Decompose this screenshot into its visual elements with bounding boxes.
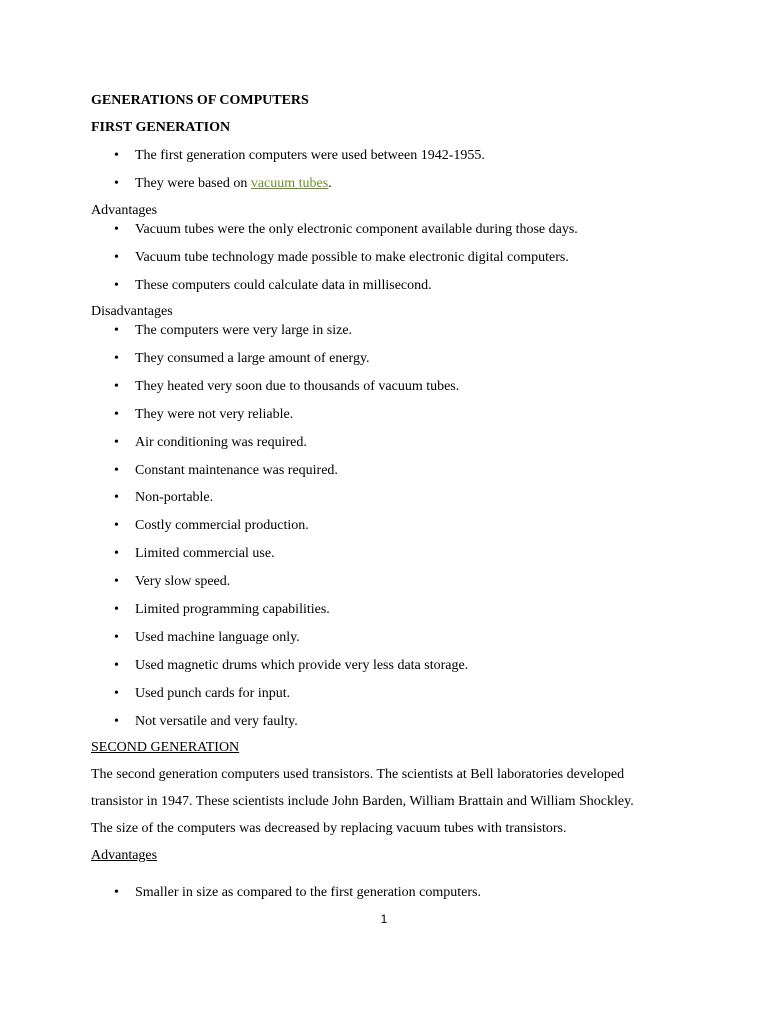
list-item-text: Vacuum tubes were the only electronic component available during those days. bbox=[135, 222, 578, 237]
list-item-text: Used magnetic drums which provide very less data storage. bbox=[135, 657, 469, 673]
bullet: • bbox=[114, 490, 119, 506]
vacuum-tubes-link[interactable]: vacuum tubes bbox=[250, 176, 329, 191]
list-item-text: Costly commercial production. bbox=[135, 518, 309, 534]
bullet: • bbox=[114, 685, 119, 701]
list-item-text: Non-portable. bbox=[135, 490, 214, 506]
list-item-text: The computers were very large in size. bbox=[135, 323, 353, 338]
bullet: • bbox=[114, 148, 119, 163]
bullet: • bbox=[114, 176, 119, 191]
list-item-text: Limited programming capabilities. bbox=[135, 602, 330, 617]
first-generation-heading: FIRST GENERATION bbox=[91, 120, 231, 135]
list-item-text: Vacuum tube technology made possible to make electronic digital computers. bbox=[135, 250, 569, 265]
list-item-text: They consumed a large amount of energy. bbox=[135, 350, 370, 366]
list-item-text: Limited commercial use. bbox=[135, 546, 275, 562]
bullet: • bbox=[114, 323, 119, 338]
list-item-text: Very slow speed. bbox=[135, 574, 231, 590]
second-generation-heading: SECOND GENERATION bbox=[91, 740, 240, 755]
second-advantages-label: Advantages bbox=[91, 848, 158, 863]
second-paragraph-line: The second generation computers used transistors. The scientists at Bell laboratories developed bbox=[91, 767, 625, 782]
list-item-text: These computers could calculate data in millisecond. bbox=[135, 278, 432, 293]
bullet: • bbox=[114, 574, 119, 590]
bullet: • bbox=[114, 602, 119, 617]
bullet: • bbox=[114, 546, 119, 562]
bullet: • bbox=[114, 629, 119, 645]
list-item-text: They were not very reliable. bbox=[135, 406, 294, 422]
list-item-text: Air conditioning was required. bbox=[135, 434, 307, 450]
bullet: • bbox=[114, 462, 119, 478]
bullet: • bbox=[114, 250, 119, 265]
text-prefix: They were based on bbox=[135, 176, 251, 191]
list-item-text: They heated very soon due to thousands of vacuum tubes. bbox=[135, 378, 460, 394]
bullet: • bbox=[114, 406, 119, 422]
bullet: • bbox=[114, 434, 119, 450]
advantages-label: Advantages bbox=[91, 203, 158, 218]
bullet: • bbox=[114, 657, 119, 673]
second-paragraph-line: transistor in 1947. These scientists include John Barden, William Brattain and William Shockley. bbox=[91, 794, 634, 809]
bullet: • bbox=[114, 518, 119, 534]
bullet: • bbox=[114, 378, 119, 394]
list-item-text: Not versatile and very faulty. bbox=[135, 713, 298, 729]
bullet: • bbox=[114, 350, 119, 366]
bullet: • bbox=[114, 713, 119, 729]
disadvantages-label: Disadvantages bbox=[91, 304, 173, 319]
second-paragraph-line: The size of the computers was decreased by replacing vacuum tubes with transistors. bbox=[91, 821, 567, 836]
bullet: • bbox=[114, 278, 119, 293]
document-title: GENERATIONS OF COMPUTERS bbox=[91, 93, 309, 108]
list-item-text: The first generation computers were used between 1942-1955. bbox=[135, 148, 485, 163]
list-item-text: Used punch cards for input. bbox=[135, 685, 291, 701]
list-item-text: Used machine language only. bbox=[135, 629, 300, 645]
bullet: • bbox=[114, 222, 119, 237]
page-number: 1 bbox=[380, 912, 388, 926]
bullet: • bbox=[114, 885, 119, 900]
text-suffix: . bbox=[328, 176, 332, 191]
list-item-text: Smaller in size as compared to the first generation computers. bbox=[135, 885, 482, 900]
list-item-text bbox=[135, 175, 332, 193]
list-item-text: Constant maintenance was required. bbox=[135, 462, 338, 478]
